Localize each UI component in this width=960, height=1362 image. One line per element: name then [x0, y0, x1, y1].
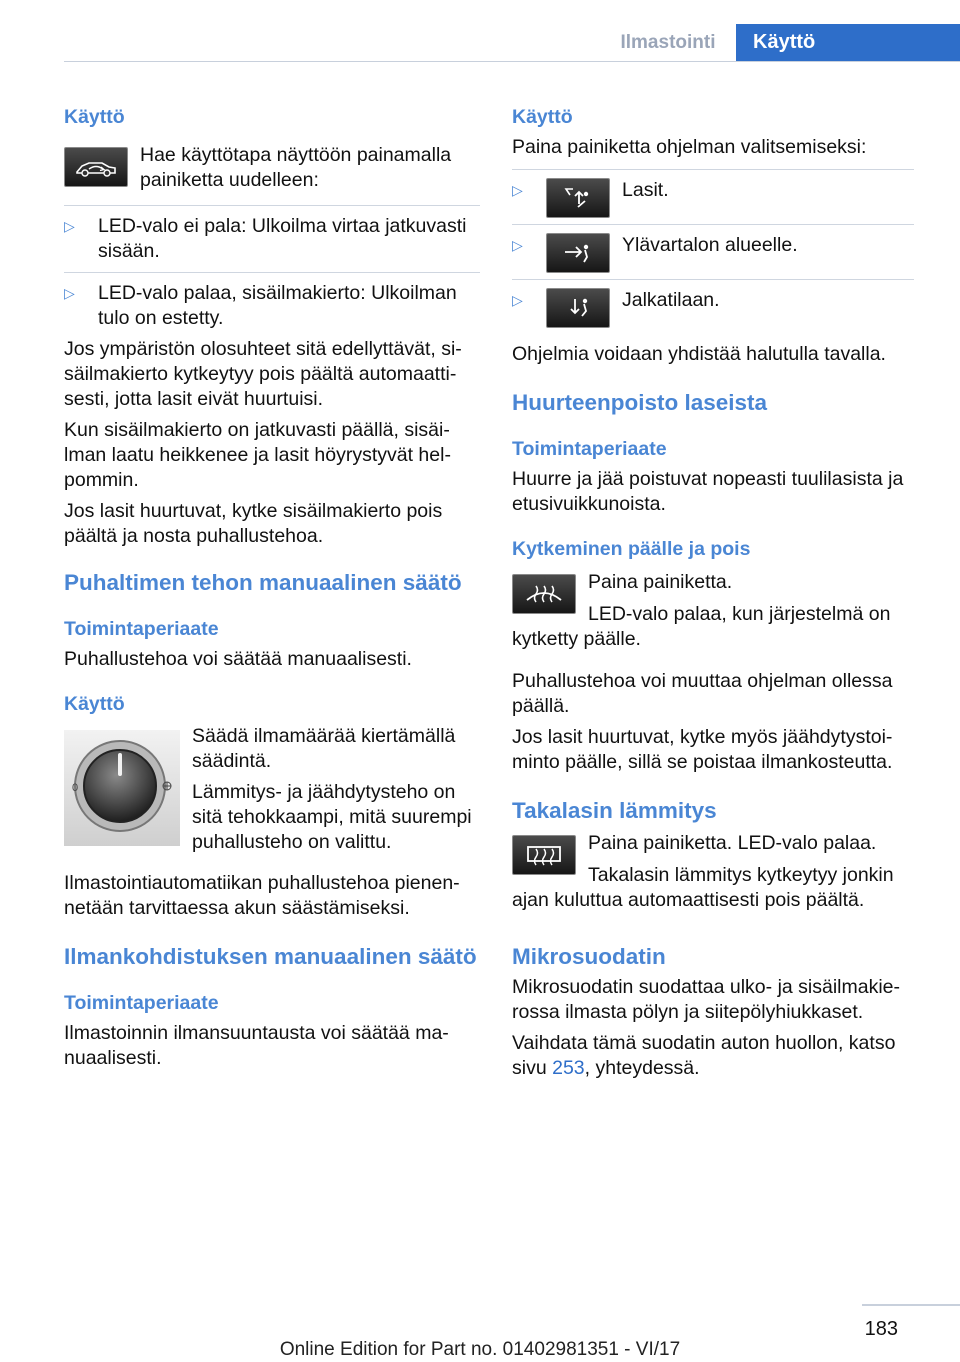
- page-reference-link[interactable]: 253: [552, 1057, 585, 1079]
- paragraph: Puhallustehoa voi muuttaa ohjelman ollessa päällä.: [512, 670, 893, 717]
- program-label: Ylävartalon alueelle.: [622, 234, 798, 256]
- kaytto-heading: Käyttö: [512, 106, 573, 128]
- subheading: Kytkeminen päälle ja pois: [512, 538, 751, 560]
- bullet-triangle-icon: ▷: [64, 285, 75, 301]
- paragraph: Huurre ja jää poistuvat nopeasti tuulilasista ja etusivuikkunoista.: [512, 468, 904, 515]
- footer-rule: [862, 1304, 960, 1306]
- windshield-program-button-icon: [546, 178, 610, 218]
- program-label: Lasit.: [622, 179, 669, 201]
- subheading: Toimintaperiaate: [512, 438, 667, 460]
- paragraph: Säädä ilmamäärää kiertämällä säädintä.: [192, 725, 456, 772]
- page-number: 183: [864, 1318, 898, 1340]
- kaytto-text: Hae käyttötapa näyttöön painamalla painiketta uudelleen:: [140, 144, 452, 191]
- separator: [64, 205, 480, 206]
- right-column: [512, 100, 914, 1081]
- blower-use-text: [180, 724, 480, 855]
- paragraph: Jos lasit huurtuvat, kytke myös jäähdytystoi-minto päälle, sillä se poistaa ilmankosteutta.: [512, 726, 893, 773]
- subheading: Toimintaperiaate: [64, 618, 219, 640]
- bullet-text: LED-valo palaa, sisäilmakierto: Ulkoilman tulo on estetty.: [98, 282, 457, 329]
- list-item: [512, 178, 914, 218]
- paragraph: Ilmastoinnin ilmansuuntausta voi säätää ma-nuaalisesti.: [64, 1022, 449, 1069]
- paragraph: LED-valo palaa, kun järjestelmä on kytketty päälle.: [512, 603, 891, 650]
- filter-service-paragraph: [512, 1031, 914, 1081]
- paragraph: Takalasin lämmitys kytkeytyy jonkin ajan kuluttua automaattisesti pois päältä.: [512, 864, 894, 911]
- windshield-defrost-button-icon: [512, 574, 576, 614]
- separator: [512, 169, 914, 170]
- paragraph-text: Vaihdata tämä suodatin auton huollon, katso sivu: [512, 1032, 896, 1079]
- section-title: Puhaltimen tehon manuaalinen säätö: [64, 570, 462, 595]
- left-column: [64, 100, 480, 1071]
- paragraph: Jos lasit huurtuvat, kytke sisäilmakierto pois päältä ja nosta puhallustehoa.: [64, 500, 443, 547]
- paragraph: Paina painiketta ohjelman valitsemiseksi:: [512, 136, 867, 158]
- header-section-label: Ilmastointi: [620, 32, 716, 53]
- subheading: Toimintaperiaate: [64, 992, 219, 1014]
- header-rule: [64, 61, 960, 62]
- paragraph: Paina painiketta. LED-valo palaa.: [588, 832, 877, 854]
- list-item: [64, 281, 480, 331]
- list-item: [64, 214, 480, 264]
- program-label: Jalkatilaan.: [622, 289, 720, 311]
- footer-edition: Online Edition for Part no. 01402981351 - VI/17: [279, 1339, 681, 1360]
- knob-zero-label: 0: [72, 782, 79, 794]
- bullet-triangle-icon: ▷: [64, 218, 75, 234]
- paragraph: Ilmastointiautomatiikan puhallustehoa pienen-netään tarvittaessa akun säästämiseksi.: [64, 872, 460, 919]
- upper-body-program-button-icon: [546, 233, 610, 273]
- bullet-triangle-icon: ▷: [512, 182, 523, 198]
- separator: [512, 279, 914, 280]
- section-title: Takalasin lämmitys: [512, 798, 717, 823]
- paragraph: Lämmitys- ja jäähdytysteho on sitä tehokkaampi, mitä suurempi puhallusteho on valittu.: [192, 781, 472, 853]
- paragraph: Paina painiketta.: [588, 571, 733, 593]
- subheading: Käyttö: [64, 693, 125, 715]
- separator: [512, 224, 914, 225]
- rear-window-heating-button-icon: [512, 835, 576, 875]
- paragraph: Jos ympäristön olosuhteet sitä edellyttävät, si-säilmakierto kytkeytyy pois päältä automaatti-sesti, jotta lasit eivät huurtuisi.: [64, 338, 462, 410]
- blower-knob-image: [64, 730, 180, 846]
- recirculation-button-icon: [64, 147, 128, 187]
- footwell-program-button-icon: [546, 288, 610, 328]
- section-title: Ilmankohdistuksen manuaalinen säätö: [64, 944, 477, 969]
- bullet-text: LED-valo ei pala: Ulkoilma virtaa jatkuvasti sisään.: [98, 215, 467, 262]
- recirc-instruction: [64, 143, 480, 193]
- paragraph: Kun sisäilmakierto on jatkuvasti päällä, sisäi-lman laatu heikkenee ja lasit höyrystyvät hel-pommin.: [64, 419, 451, 491]
- paragraph: Ohjelmia voidaan yhdistää halutulla tavalla.: [512, 343, 886, 365]
- paragraph: Puhallustehoa voi säätää manuaalisesti.: [64, 648, 412, 670]
- list-item: [512, 288, 914, 328]
- header-tab-label: Käyttö: [736, 24, 960, 61]
- kaytto-heading: Käyttö: [64, 106, 125, 128]
- list-item: [512, 233, 914, 273]
- paragraph-text: , yhteydessä.: [584, 1057, 700, 1079]
- separator: [64, 272, 480, 273]
- bullet-triangle-icon: ▷: [512, 292, 523, 308]
- bullet-triangle-icon: ▷: [512, 237, 523, 253]
- section-title: Mikrosuodatin: [512, 944, 666, 969]
- paragraph: Mikrosuodatin suodattaa ulko- ja sisäilmakie-rossa ilmasta pölyn ja siitepölyhiukkaset.: [512, 976, 901, 1023]
- blower-instruction: [64, 724, 480, 855]
- section-title: Huurteenpoisto laseista: [512, 390, 768, 415]
